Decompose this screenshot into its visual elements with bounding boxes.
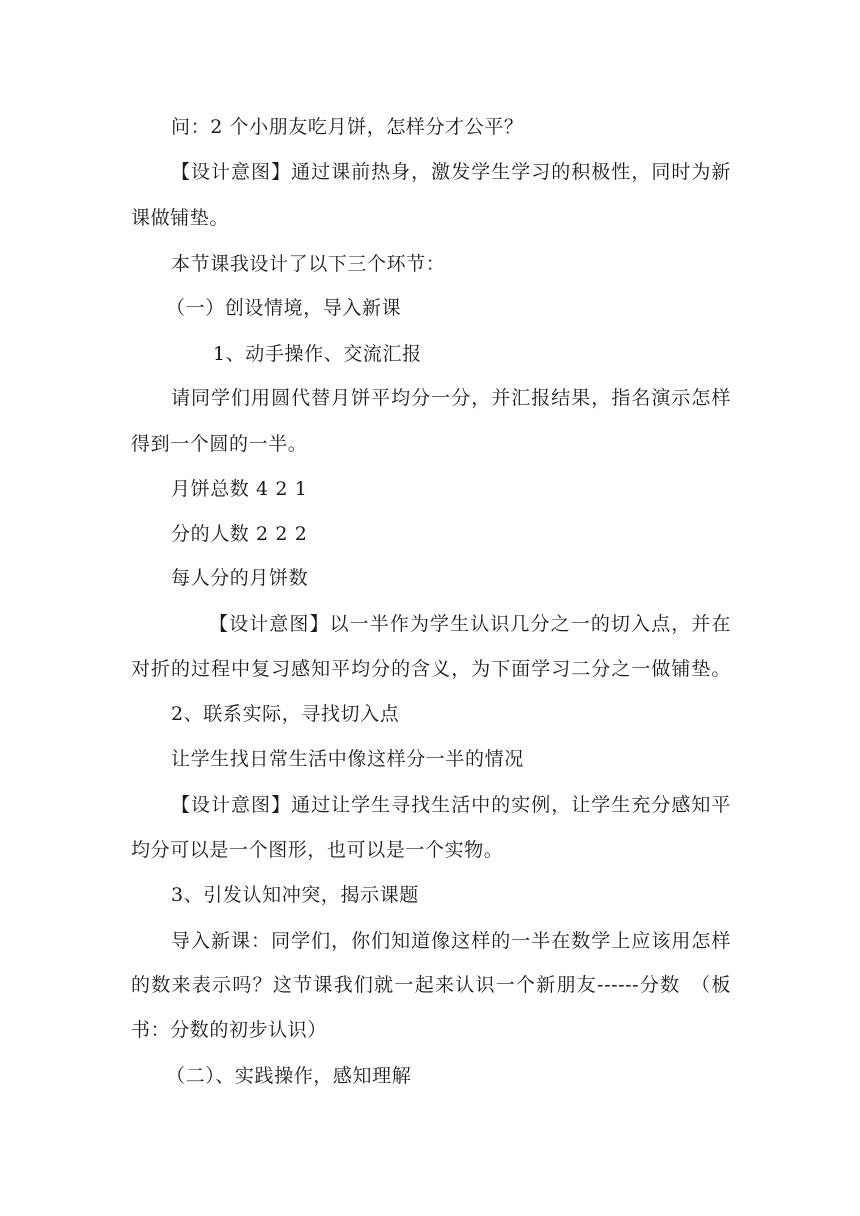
text-line: 课做铺垫。 [131, 207, 230, 229]
subsection-heading: 1、动手操作、交流汇报 [213, 343, 422, 365]
text-line: 的数来表示吗？这节课我们就一起来认识一个新朋友------分数 （板 [131, 974, 731, 996]
section-heading: （一）创设情境，导入新课 [166, 297, 402, 319]
text-line: 得到一个圆的一半。 [131, 433, 308, 455]
text-line: 月饼总数 4 2 1 [171, 478, 308, 500]
subsection-heading: 2、联系实际，寻找切入点 [171, 703, 400, 725]
text-line: 书：分数的初步认识） [131, 1019, 328, 1041]
text-line: 均分可以是一个图形，也可以是一个实物。 [131, 839, 504, 861]
text-line: 问：2 个小朋友吃月饼，怎样分才公平？ [171, 116, 524, 138]
text-line: 【设计意图】通过课前热身，激发学生学习的积极性，同时为新 [171, 161, 731, 183]
text-line: 【设计意图】通过让学生寻找生活中的实例，让学生充分感知平 [171, 794, 731, 816]
text-line: 本节课我设计了以下三个环节： [171, 253, 446, 275]
text-line: 对折的过程中复习感知平均分的含义，为下面学习二分之一做铺垫。 [131, 658, 731, 680]
text-line: 【设计意图】以一半作为学生认识几分之一的切入点，并在 [209, 613, 731, 635]
text-line: 每人分的月饼数 [171, 567, 309, 589]
text-line: 导入新课：同学们，你们知道像这样的一半在数学上应该用怎样 [171, 930, 731, 952]
text-line: 请同学们用圆代替月饼平均分一分，并汇报结果，指名演示怎样 [171, 387, 731, 409]
text-line: 分的人数 2 2 2 [171, 523, 308, 545]
subsection-heading: 3、引发认知冲突，揭示课题 [171, 884, 419, 906]
text-line: 让学生找日常生活中像这样分一半的情况 [171, 748, 524, 770]
section-heading: （二）、实践操作，感知理解 [166, 1065, 412, 1087]
